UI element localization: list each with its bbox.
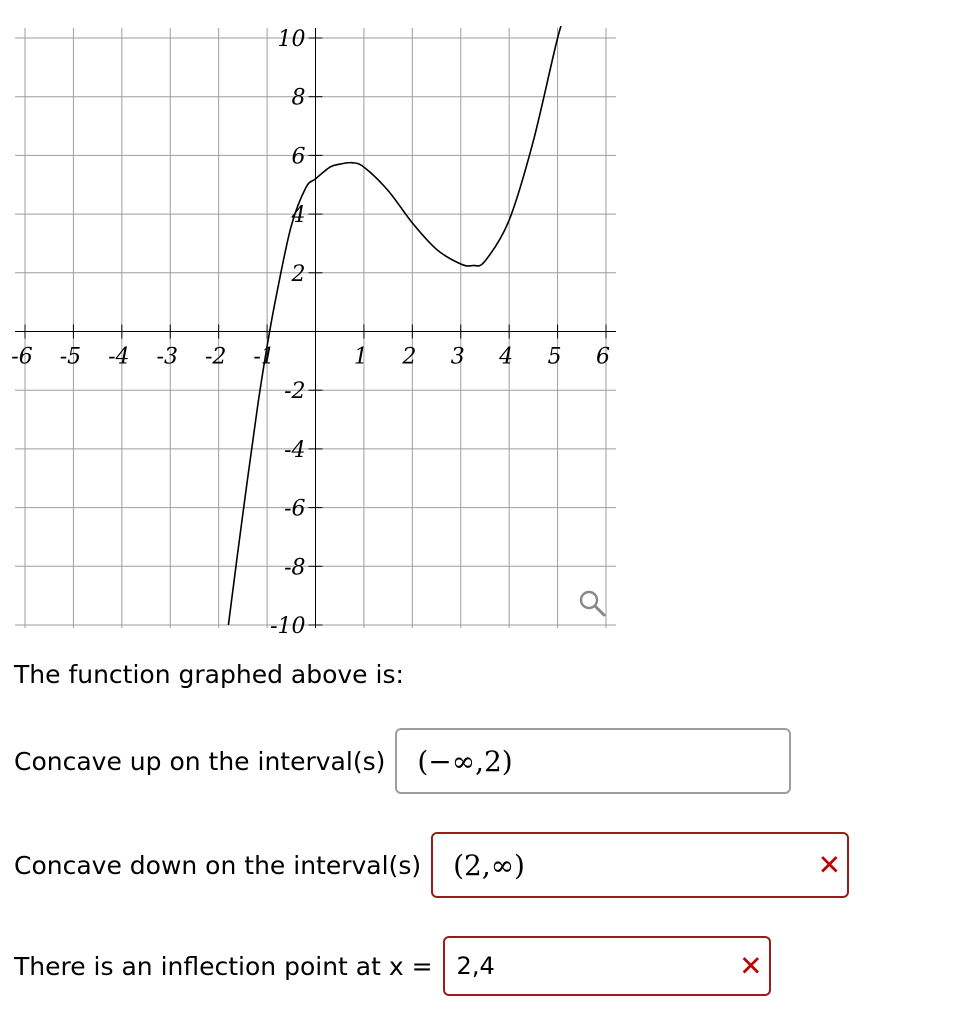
concave-down-row bbox=[14, 832, 849, 898]
inflection-input[interactable] bbox=[443, 936, 771, 996]
function-curve bbox=[228, 9, 567, 625]
y-tick-label: -8 bbox=[284, 555, 306, 581]
x-tick-label: 5 bbox=[547, 344, 562, 370]
y-tick-label: -6 bbox=[284, 496, 306, 522]
x-tick-label: 6 bbox=[596, 344, 610, 370]
inflection-row bbox=[14, 936, 771, 996]
x-tick-label: -3 bbox=[156, 344, 178, 370]
concave-down-value: (2,∞) bbox=[453, 848, 525, 882]
incorrect-x-icon: ✕ bbox=[817, 848, 842, 882]
incorrect-x-icon: ✕ bbox=[739, 949, 763, 983]
concave-up-label: Concave up on the interval(s) bbox=[14, 746, 386, 776]
y-tick-label: 6 bbox=[291, 144, 306, 170]
x-tick-label: 3 bbox=[450, 344, 465, 370]
concave-up-input[interactable] bbox=[395, 728, 791, 794]
tick-labels bbox=[11, 27, 610, 639]
inflection-value: 2,4 bbox=[456, 952, 495, 980]
concave-down-input[interactable] bbox=[431, 832, 849, 898]
x-tick-label: -5 bbox=[59, 344, 82, 370]
inflection-label: There is an inflection point at x = bbox=[14, 951, 433, 981]
concave-down-label: Concave down on the interval(s) bbox=[14, 850, 422, 880]
y-tick-label: -4 bbox=[284, 437, 306, 463]
axes bbox=[15, 28, 616, 628]
x-tick-label: -6 bbox=[11, 344, 33, 370]
question-prompt: The function graphed above is: bbox=[14, 660, 404, 689]
y-tick-label: -2 bbox=[284, 379, 306, 405]
y-tick-label: 10 bbox=[277, 27, 306, 52]
x-tick-label: -4 bbox=[108, 344, 130, 370]
x-tick-label: -1 bbox=[253, 344, 275, 370]
x-tick-label: 1 bbox=[353, 344, 368, 370]
function-graph bbox=[0, 0, 630, 640]
x-tick-label: 4 bbox=[499, 344, 514, 370]
y-tick-label: 8 bbox=[291, 85, 306, 111]
zoom-magnifier-icon[interactable] bbox=[581, 592, 604, 615]
y-tick-label: 2 bbox=[291, 261, 306, 287]
x-tick-label: 2 bbox=[402, 344, 417, 370]
concave-up-row bbox=[14, 728, 791, 794]
concave-up-value: (−∞,2) bbox=[417, 744, 513, 778]
y-tick-label: 4 bbox=[291, 203, 306, 229]
x-tick-label: -2 bbox=[204, 344, 227, 370]
y-tick-label: -10 bbox=[270, 614, 306, 639]
